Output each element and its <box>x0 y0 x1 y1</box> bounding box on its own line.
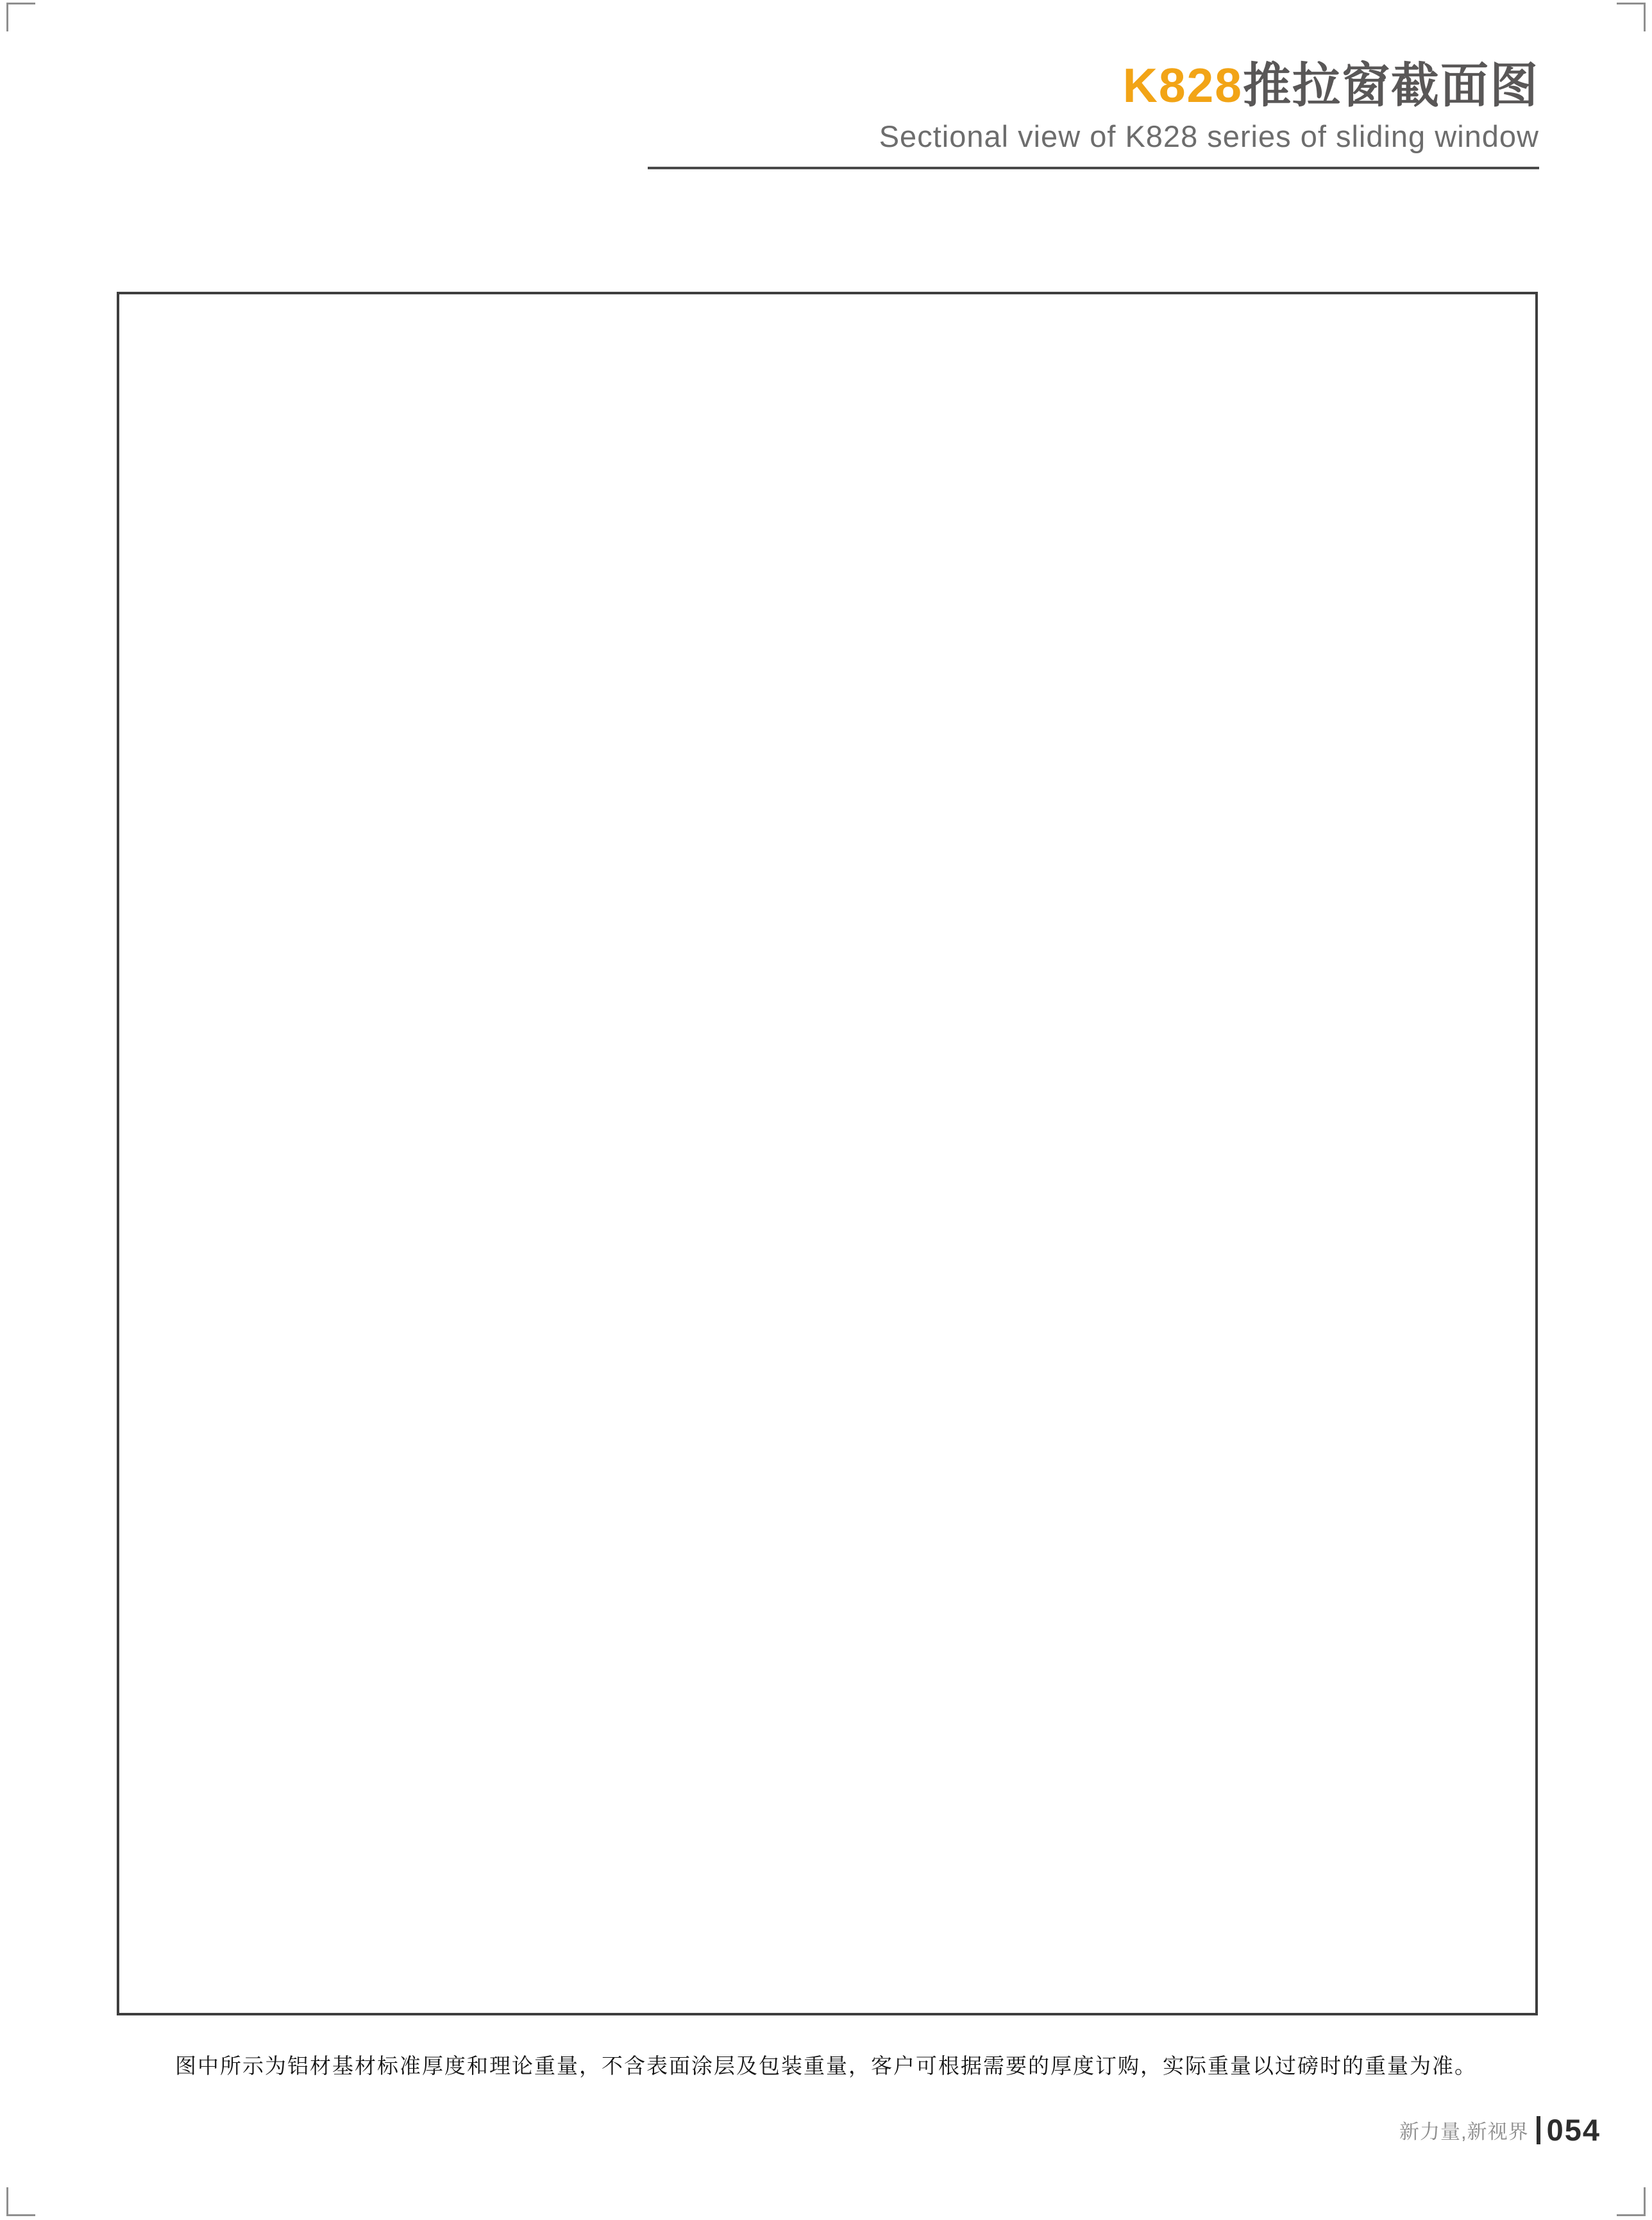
page-title <box>648 59 1539 112</box>
title-text: 推拉窗截面图 <box>1242 58 1539 112</box>
footer-divider <box>1537 2116 1540 2144</box>
crop-mark <box>6 2187 35 2216</box>
crop-mark <box>1617 3 1646 31</box>
brand-slogan: 新力量,新视界 <box>1399 2121 1529 2143</box>
page-number: 054 <box>1546 2113 1601 2147</box>
crop-mark <box>1617 2187 1646 2216</box>
page-footer <box>1399 2112 1601 2148</box>
page-subtitle: Sectional view of K828 series of sliding window <box>879 119 1539 153</box>
profile-table <box>117 292 1538 2015</box>
title-underline <box>648 167 1539 169</box>
title-series-code: K828 <box>1122 58 1243 112</box>
page-header <box>648 59 1539 169</box>
crop-mark <box>6 3 35 31</box>
footnote: 图中所示为铝材基材标准厚度和理论重量，不含表面涂层及包装重量，客户可根据需要的厚度订购，实际重量以过磅时的重量为准。 <box>175 2054 1477 2078</box>
